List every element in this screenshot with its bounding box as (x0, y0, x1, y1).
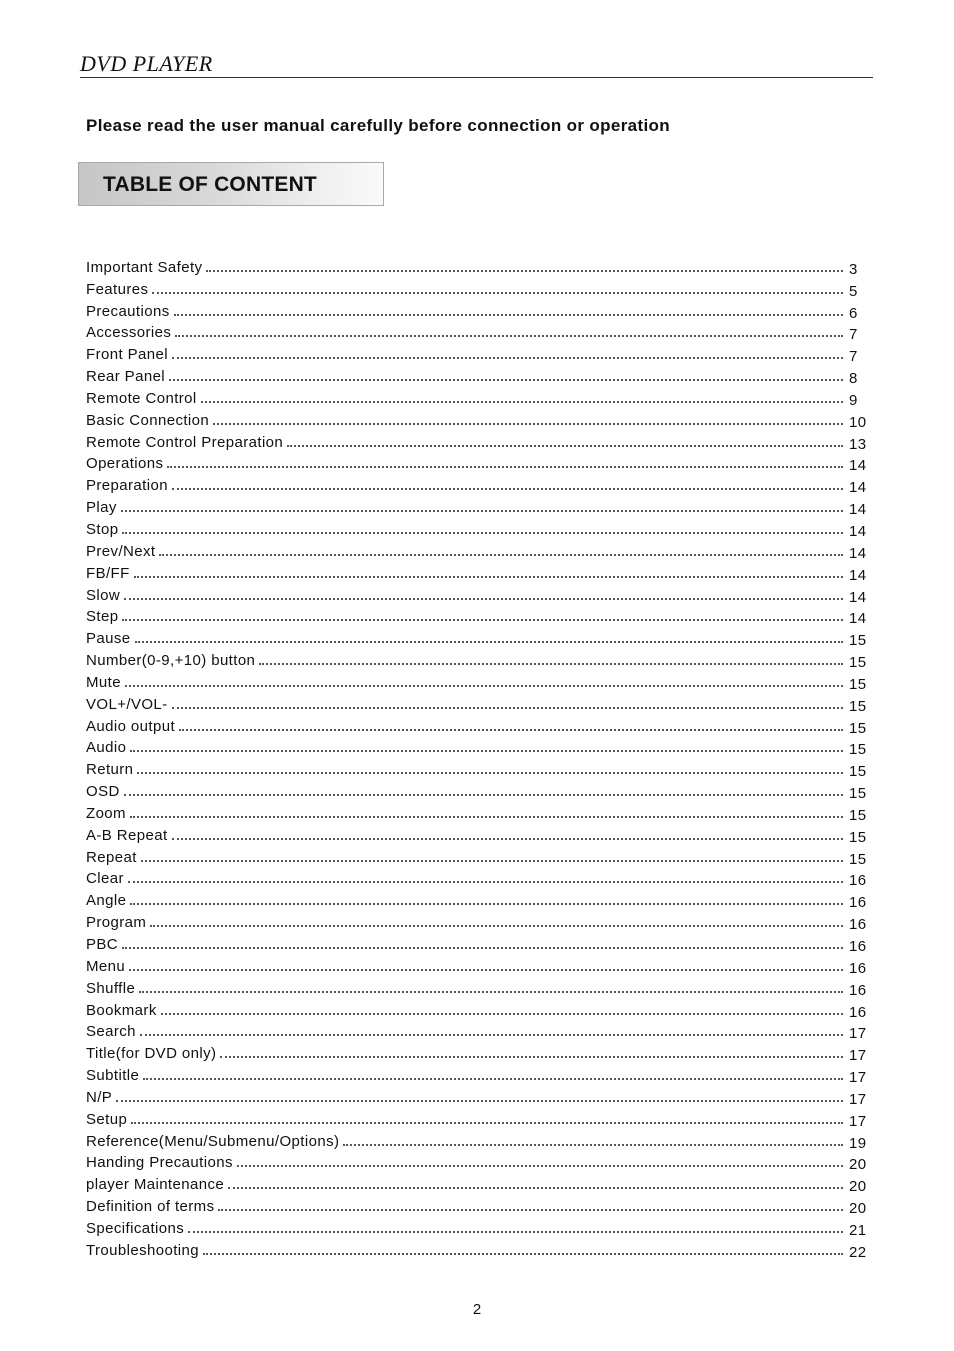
table-of-contents (86, 255, 872, 1260)
toc-entry-label: Remote Control Preparation (86, 433, 284, 451)
toc-entry[interactable] (86, 976, 872, 998)
dot-leader (121, 510, 843, 512)
toc-entry[interactable] (86, 517, 872, 539)
toc-entry-label: Search (86, 1023, 136, 1041)
toc-entry-label: Audio (86, 739, 127, 757)
toc-entry[interactable] (86, 1041, 872, 1063)
toc-entry-label: Clear (86, 870, 124, 888)
toc-entry[interactable] (86, 626, 872, 648)
toc-entry-page: 14 (849, 566, 867, 584)
document-title: DVD PLAYER (80, 51, 213, 76)
toc-entry-page: 15 (849, 741, 867, 759)
dot-leader (143, 1078, 843, 1080)
toc-entry-label: Slow (86, 586, 121, 604)
dot-leader (129, 969, 843, 971)
toc-entry-page: 20 (849, 1200, 867, 1218)
toc-entry-page: 14 (849, 588, 867, 606)
toc-entry[interactable] (86, 342, 872, 364)
dot-leader (128, 881, 843, 883)
dot-leader (218, 1209, 843, 1211)
toc-entry[interactable] (86, 277, 872, 299)
toc-entry-label: Prev/Next (86, 542, 156, 560)
toc-entry-label: Title(for DVD only) (86, 1045, 217, 1063)
toc-entry-page: 19 (849, 1134, 867, 1152)
toc-entry[interactable] (86, 823, 872, 845)
toc-entry[interactable] (86, 561, 872, 583)
dot-leader (228, 1187, 843, 1189)
toc-entry-page: 9 (849, 391, 858, 409)
dot-leader (172, 838, 843, 840)
toc-entry-label: Subtitle (86, 1067, 140, 1085)
toc-entry-label: Mute (86, 673, 121, 691)
toc-entry-page: 16 (849, 981, 867, 999)
toc-entry-page: 16 (849, 959, 867, 977)
toc-entry[interactable] (86, 801, 872, 823)
toc-entry-page: 14 (849, 457, 867, 475)
toc-entry[interactable] (86, 888, 872, 910)
toc-entry[interactable] (86, 1151, 872, 1173)
dot-leader (122, 619, 843, 621)
toc-entry-page: 15 (849, 697, 867, 715)
toc-entry-page: 14 (849, 479, 867, 497)
toc-entry[interactable] (86, 910, 872, 932)
toc-entry-page: 17 (849, 1090, 867, 1108)
toc-entry-page: 22 (849, 1243, 867, 1261)
dot-leader (343, 1144, 843, 1146)
toc-entry-page: 6 (849, 304, 858, 322)
dot-leader (116, 1100, 843, 1102)
dot-leader (124, 598, 843, 600)
toc-entry-label: Step (86, 608, 119, 626)
toc-entry-label: Bookmark (86, 1001, 157, 1019)
toc-entry-label: Rear Panel (86, 368, 166, 386)
toc-entry[interactable] (86, 714, 872, 736)
toc-entry-page: 13 (849, 435, 867, 453)
toc-entry-page: 17 (849, 1069, 867, 1087)
dot-leader (172, 707, 843, 709)
toc-entry-label: A-B Repeat (86, 826, 168, 844)
toc-entry-label: Specifications (86, 1219, 185, 1237)
toc-entry-page: 5 (849, 282, 858, 300)
dot-leader (172, 357, 843, 359)
dot-leader (206, 270, 843, 272)
toc-entry-label: Pause (86, 630, 131, 648)
dot-leader (169, 379, 843, 381)
dot-leader (150, 925, 843, 927)
toc-entry[interactable] (86, 1194, 872, 1216)
toc-entry-label: Handing Precautions (86, 1154, 233, 1172)
dot-leader (203, 1253, 843, 1255)
toc-entry[interactable] (86, 845, 872, 867)
toc-entry[interactable] (86, 1085, 872, 1107)
dot-leader (122, 532, 843, 534)
dot-leader (174, 314, 843, 316)
toc-entry-page: 20 (849, 1156, 867, 1174)
toc-entry-label: Remote Control (86, 389, 197, 407)
toc-entry-label: VOL+/VOL- (86, 695, 168, 713)
toc-entry[interactable] (86, 321, 872, 343)
toc-entry-label: Preparation (86, 477, 168, 495)
toc-entry-page: 16 (849, 938, 867, 955)
toc-entry-page: 17 (849, 1112, 867, 1130)
toc-entry-page: 14 (849, 522, 867, 540)
toc-entry[interactable] (86, 1107, 872, 1129)
toc-entry-label: Angle (86, 892, 127, 910)
toc-entry-label: Stop (86, 520, 119, 538)
dot-leader (125, 685, 843, 687)
toc-entry[interactable] (86, 867, 872, 889)
dot-leader (134, 576, 843, 578)
dot-leader (131, 1122, 843, 1124)
dot-leader (137, 772, 843, 774)
dot-leader (161, 1013, 843, 1015)
dot-leader (140, 1034, 843, 1036)
toc-entry-label: Features (86, 280, 149, 298)
dot-leader (201, 401, 843, 403)
toc-entry-page: 7 (849, 326, 858, 344)
toc-entry-page: 3 (849, 260, 858, 278)
toc-entry[interactable] (86, 1216, 872, 1238)
toc-entry-label: OSD (86, 783, 120, 801)
toc-entry[interactable] (86, 605, 872, 627)
dot-leader (220, 1056, 843, 1058)
toc-entry-page: 15 (849, 785, 867, 803)
toc-entry-page: 15 (849, 719, 867, 737)
dot-leader (167, 466, 843, 468)
toc-entry-label: Audio output (86, 717, 176, 735)
toc-entry[interactable] (86, 736, 872, 758)
toc-entry-page: 16 (849, 872, 867, 890)
toc-entry-page: 14 (849, 544, 867, 562)
toc-entry-page: 8 (849, 370, 858, 388)
dot-leader (287, 445, 843, 447)
toc-entry-label: Setup (86, 1110, 128, 1128)
toc-entry-page: 15 (849, 763, 867, 781)
toc-entry-label: Return (86, 761, 134, 779)
page-header (80, 50, 873, 78)
toc-entry[interactable] (86, 386, 872, 408)
toc-entry-page: 14 (849, 610, 867, 628)
toc-entry[interactable] (86, 1063, 872, 1085)
dot-leader (130, 903, 843, 905)
dot-leader (139, 991, 843, 993)
toc-entry-page: 15 (849, 675, 867, 693)
toc-entry[interactable] (86, 954, 872, 976)
dot-leader (152, 292, 843, 294)
dot-leader (259, 663, 843, 665)
toc-entry[interactable] (86, 1020, 872, 1042)
toc-entry[interactable] (86, 1129, 872, 1151)
toc-entry-label: Repeat (86, 848, 137, 866)
toc-entry-page: 20 (849, 1178, 867, 1196)
dot-leader (141, 860, 843, 862)
dot-leader (130, 750, 843, 752)
toc-entry-label: Front Panel (86, 346, 168, 364)
toc-entry[interactable] (86, 430, 872, 452)
toc-entry[interactable] (86, 299, 872, 321)
toc-entry-label: PBC (86, 936, 119, 953)
toc-entry-page: 7 (849, 348, 858, 366)
toc-entry[interactable] (86, 539, 872, 561)
toc-entry-label: Play (86, 499, 117, 517)
toc-entry-label: Accessories (86, 324, 172, 342)
toc-entry[interactable] (86, 692, 872, 714)
toc-entry[interactable] (86, 364, 872, 386)
toc-entry[interactable] (86, 932, 872, 954)
toc-entry-page: 10 (849, 413, 867, 431)
toc-entry[interactable] (86, 583, 872, 605)
toc-entry[interactable] (86, 495, 872, 517)
toc-entry[interactable] (86, 255, 872, 277)
toc-entry-label: player Maintenance (86, 1176, 225, 1194)
dot-leader (172, 488, 843, 490)
toc-entry-label: Shuffle (86, 979, 136, 997)
toc-entry-page: 16 (849, 916, 867, 934)
dot-leader (159, 554, 843, 556)
toc-entry[interactable] (86, 648, 872, 670)
toc-entry-label: FB/FF (86, 564, 130, 582)
toc-heading-banner (78, 162, 384, 206)
toc-entry-page: 17 (849, 1047, 867, 1065)
toc-entry[interactable] (86, 1172, 872, 1194)
toc-entry-page: 15 (849, 632, 867, 650)
toc-entry[interactable] (86, 452, 872, 474)
toc-entry-page: 16 (849, 894, 867, 912)
dot-leader (135, 641, 843, 643)
toc-entry-label: Reference(Menu/Submenu/Options) (86, 1132, 340, 1150)
toc-entry-page: 14 (849, 501, 867, 519)
dot-leader (130, 816, 843, 818)
toc-entry-page: 21 (849, 1221, 867, 1239)
toc-entry-label: N/P (86, 1088, 113, 1106)
toc-entry-label: Zoom (86, 804, 126, 822)
dot-leader (237, 1165, 843, 1167)
toc-entry-label: Definition of terms (86, 1198, 215, 1216)
dot-leader (213, 423, 843, 425)
toc-entry-page: 17 (849, 1025, 867, 1043)
toc-entry[interactable] (86, 408, 872, 430)
read-manual-notice: Please read the user manual carefully before connection or operation (86, 116, 671, 135)
toc-entry[interactable] (86, 779, 872, 801)
toc-entry-label: Number(0-9,+10) button (86, 652, 256, 670)
toc-entry-label: Precautions (86, 302, 170, 320)
toc-entry-label: Troubleshooting (86, 1241, 200, 1259)
toc-entry[interactable] (86, 998, 872, 1020)
toc-entry-page: 15 (849, 654, 867, 672)
dot-leader (175, 335, 843, 337)
page-number: 2 (472, 1301, 482, 1318)
toc-entry[interactable] (86, 473, 872, 495)
toc-entry-label: Program (86, 914, 147, 932)
toc-entry-label: Operations (86, 455, 164, 473)
dot-leader (179, 729, 843, 731)
toc-entry-page: 15 (849, 806, 867, 824)
toc-entry-page: 16 (849, 1003, 867, 1021)
dot-leader (188, 1231, 843, 1233)
toc-entry-page: 15 (849, 850, 867, 868)
toc-entry[interactable] (86, 1238, 872, 1260)
toc-entry-page: 15 (849, 828, 867, 846)
dot-leader (124, 794, 843, 796)
toc-entry-label: Basic Connection (86, 411, 210, 429)
toc-heading: TABLE OF CONTENT (103, 173, 317, 196)
toc-entry[interactable] (86, 757, 872, 779)
dot-leader (122, 947, 843, 949)
toc-entry-label: Menu (86, 957, 126, 975)
toc-entry[interactable] (86, 670, 872, 692)
toc-entry-label: Important Safety (86, 258, 203, 276)
